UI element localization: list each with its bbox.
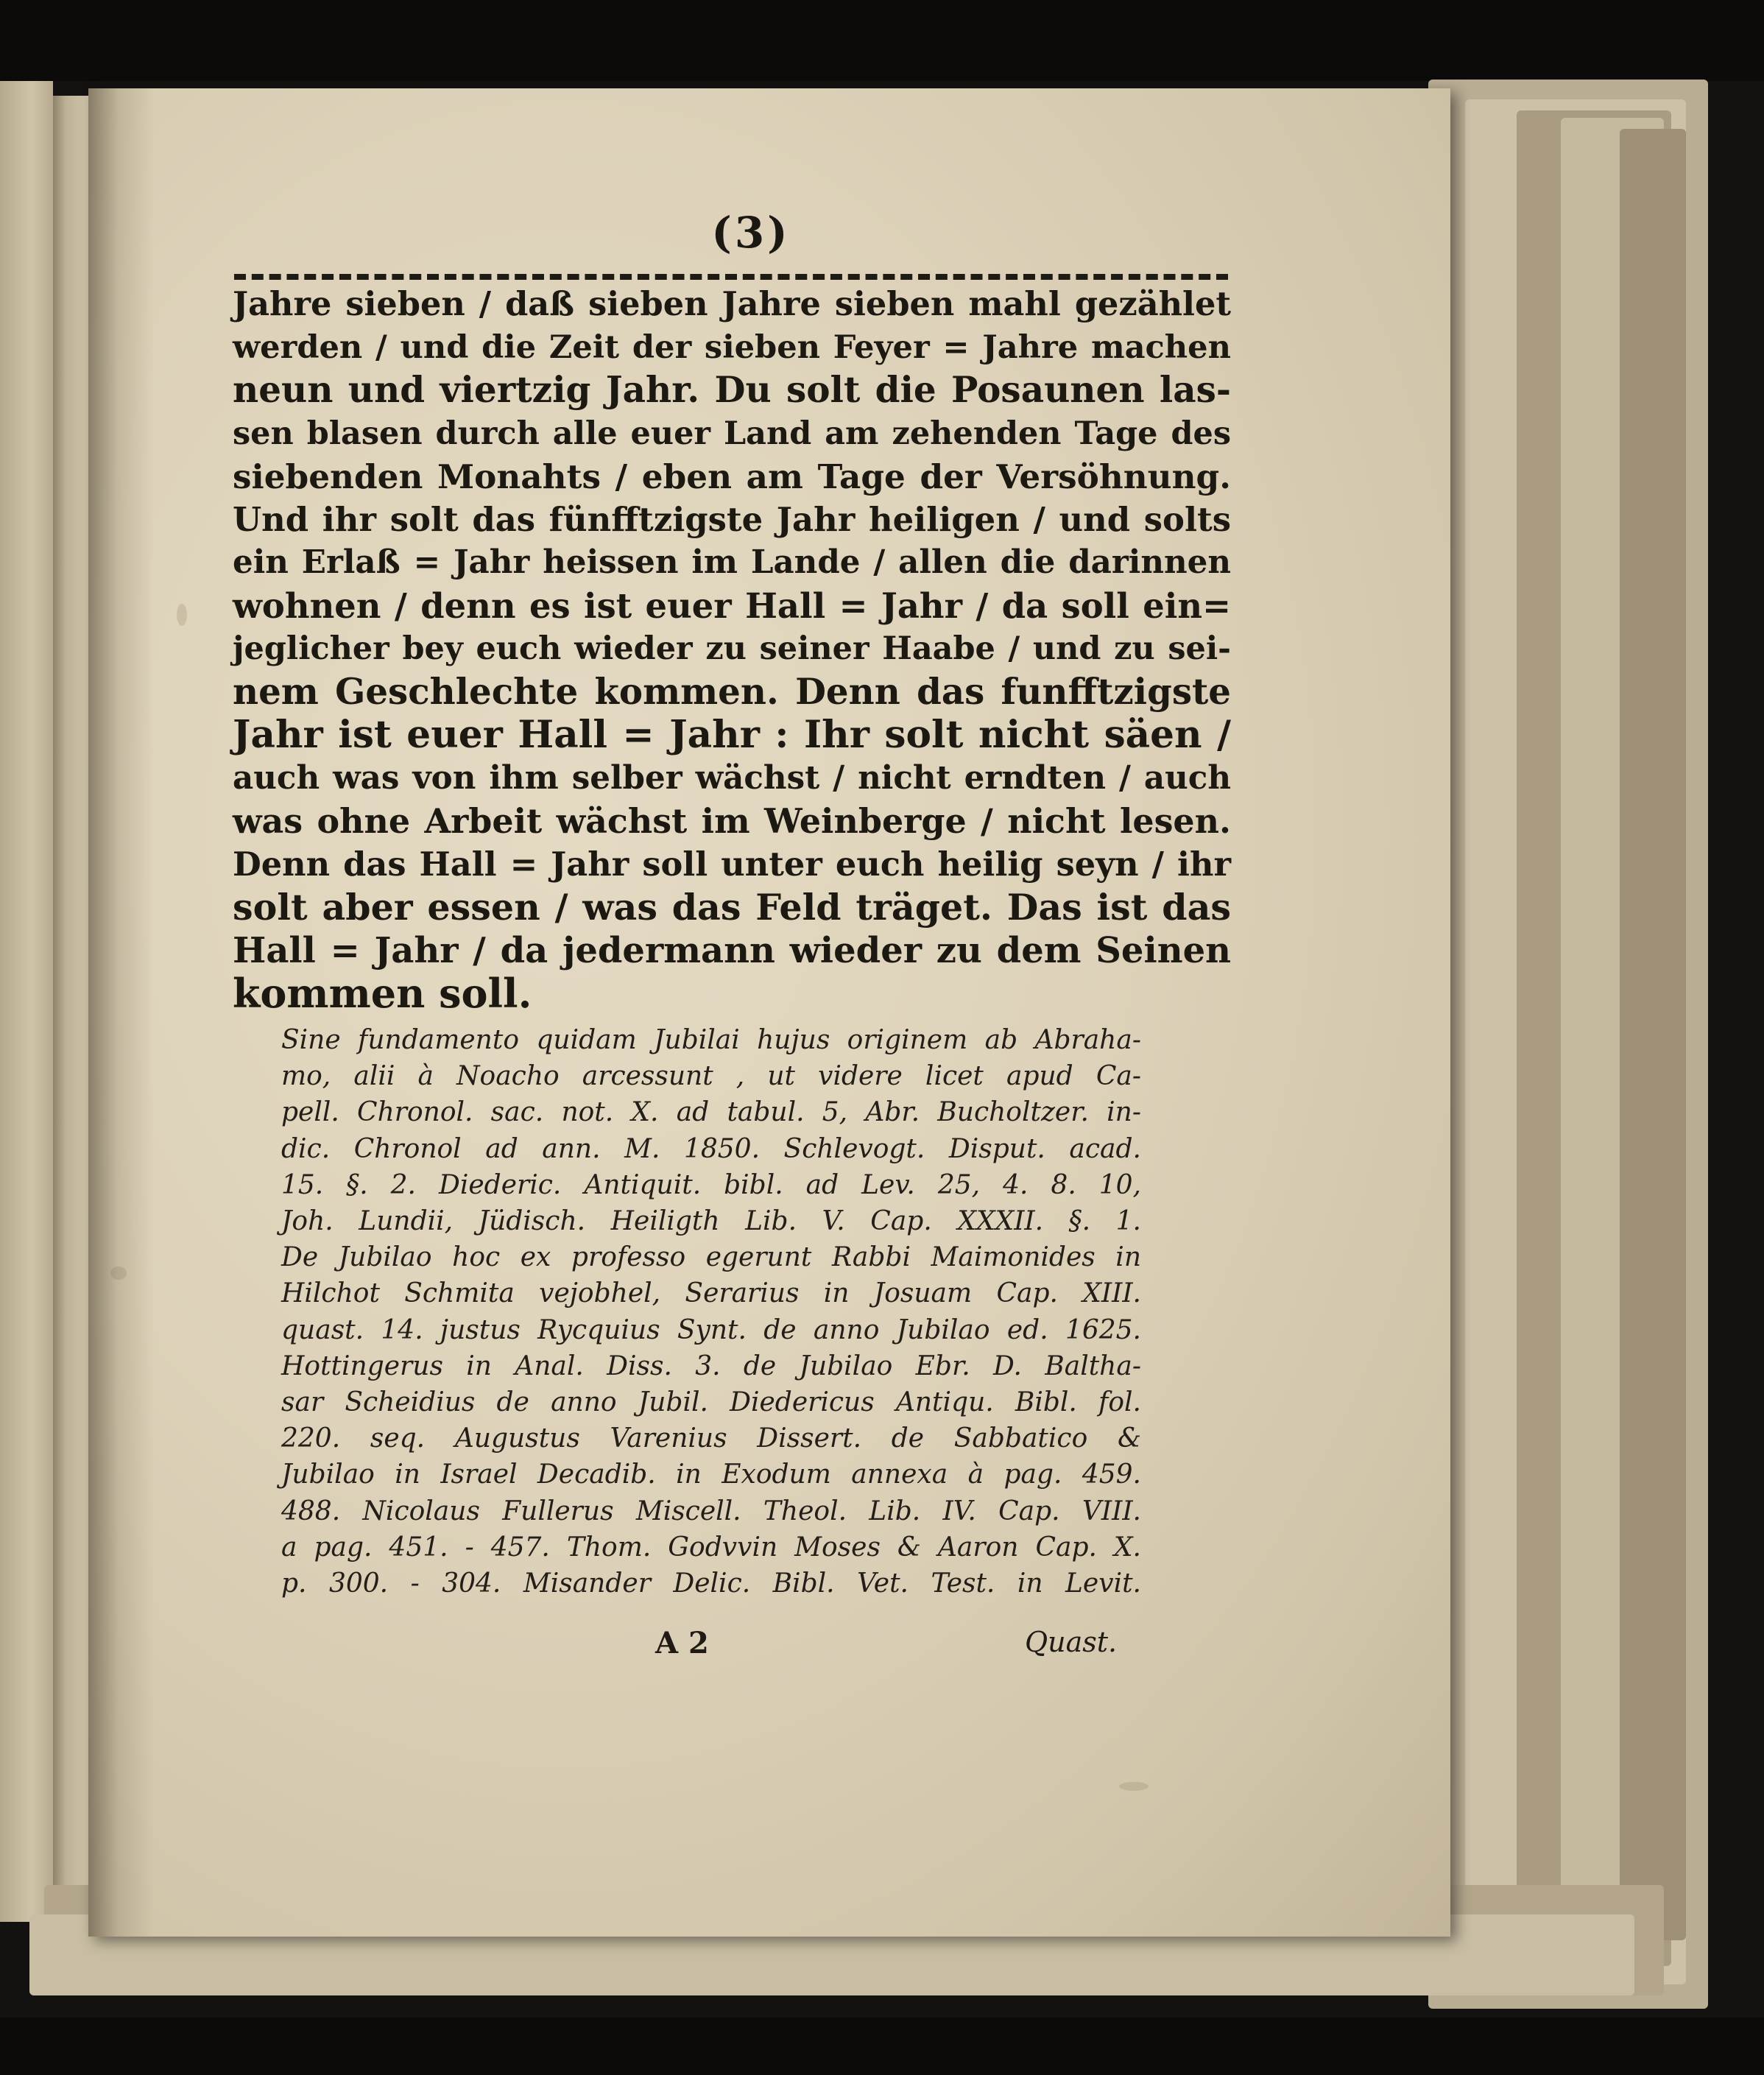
text-line: Und ihr solt das fünfftzigste Jahr heiligen / und solts: [233, 499, 1231, 539]
text-line: ein Erlaß = Jahr heissen im Lande / allen die darinnen: [233, 543, 1231, 581]
footnote-line: a pag. 451. - 457. Thom. Godvvin Moses & Aaron Cap. X.: [281, 1532, 1141, 1563]
catchword: Quast.: [1025, 1626, 1118, 1658]
footnote-line: sar Scheidius de anno Jubil. Diedericus Antiqu. Bibl. fol.: [281, 1387, 1141, 1418]
footnote-line: 488. Nicolaus Fullerus Miscell. Theol. Lib. IV. Cap. VIII.: [281, 1496, 1141, 1526]
text-line: was ohne Arbeit wächst im Weinberge / nicht lesen.: [233, 801, 1231, 841]
footnote-line: mo, alii à Noacho arcessunt , ut videre licet apud Ca-: [281, 1061, 1141, 1092]
text-line: auch was von ihm selber wächst / nicht erndten / auch: [233, 758, 1231, 797]
foxing-spot: [177, 604, 187, 626]
signature-mark: A 2: [655, 1626, 709, 1660]
footnote-line: 220. seq. Augustus Varenius Dissert. de Sabbatico &: [281, 1423, 1141, 1454]
footnote-line: dic. Chronol ad ann. M. 1850. Schlevogt. Disput. acad.: [281, 1133, 1141, 1164]
footnote-line: Joh. Lundii, Jüdisch. Heiligth Lib. V. Cap. XXXII. §. 1.: [281, 1206, 1141, 1237]
text-line: Jahre sieben / daß sieben Jahre sieben mahl gezählet: [233, 284, 1231, 323]
text-line: solt aber essen / was das Feld träget. Das ist das: [233, 886, 1231, 929]
header-rule: [234, 274, 1228, 280]
footnote-line: quast. 14. justus Rycquius Synt. de anno Jubilao ed. 1625.: [281, 1314, 1141, 1345]
text-line: nem Geschlechte kommen. Denn das funfftzigste: [233, 671, 1231, 713]
text-line: wohnen / denn es ist euer Hall = Jahr / da soll ein=: [233, 585, 1231, 626]
latin-footnote: [281, 1022, 1141, 1602]
footnote-line: De Jubilao hoc ex professo egerunt Rabbi Maimonides in: [281, 1242, 1141, 1273]
foxing-spot: [1119, 1782, 1149, 1791]
gutter-shadow: [88, 88, 155, 1937]
footnote-line: p. 300. - 304. Misander Delic. Bibl. Vet. Test. in Levit.: [281, 1568, 1141, 1599]
text-line: jeglicher bey euch wieder zu seiner Haabe / und zu sei-: [233, 630, 1231, 667]
page-number-header: (3): [711, 208, 791, 258]
text-line: kommen soll.: [233, 970, 532, 1017]
footnote-line: Jubilao in Israel Decadib. in Exodum annexa à pag. 459.: [281, 1459, 1141, 1490]
footnote-line: Sine fundamento quidam Jubilai hujus originem ab Abraha-: [281, 1025, 1141, 1055]
backdrop-bottom: [0, 2018, 1764, 2075]
footnote-line: Hilchot Schmita vejobhel, Serarius in Josuam Cap. XIII.: [281, 1278, 1141, 1309]
text-line: neun und viertzig Jahr. Du solt die Posaunen las-: [233, 370, 1231, 411]
text-line: Denn das Hall = Jahr soll unter euch heilig seyn / ihr: [233, 844, 1231, 884]
footnote-line: 15. §. 2. Diederic. Antiquit. bibl. ad Lev. 25, 4. 8. 10,: [281, 1169, 1141, 1200]
backdrop-top: [0, 0, 1764, 81]
footnote-line: Hottingerus in Anal. Diss. 3. de Jubilao Ebr. D. Baltha-: [281, 1350, 1141, 1381]
german-body-text: [233, 283, 1231, 1015]
text-line: Jahr ist euer Hall = Jahr : Ihr solt nicht säen /: [233, 712, 1231, 757]
text-line: sen blasen durch alle euer Land am zehenden Tage des: [233, 415, 1231, 452]
text-line: siebenden Monahts / eben am Tage der Versöhnung.: [233, 457, 1231, 496]
fore-edge-sheet: [1620, 129, 1686, 1940]
left-facing-page: [0, 81, 53, 1922]
text-line: Hall = Jahr / da jedermann wieder zu dem Seinen: [233, 929, 1231, 971]
text-line: werden / und die Zeit der sieben Feyer = Jahre machen: [233, 328, 1231, 366]
footnote-line: pell. Chronol. sac. not. X. ad tabul. 5, Abr. Bucholtzer. in-: [281, 1097, 1141, 1128]
